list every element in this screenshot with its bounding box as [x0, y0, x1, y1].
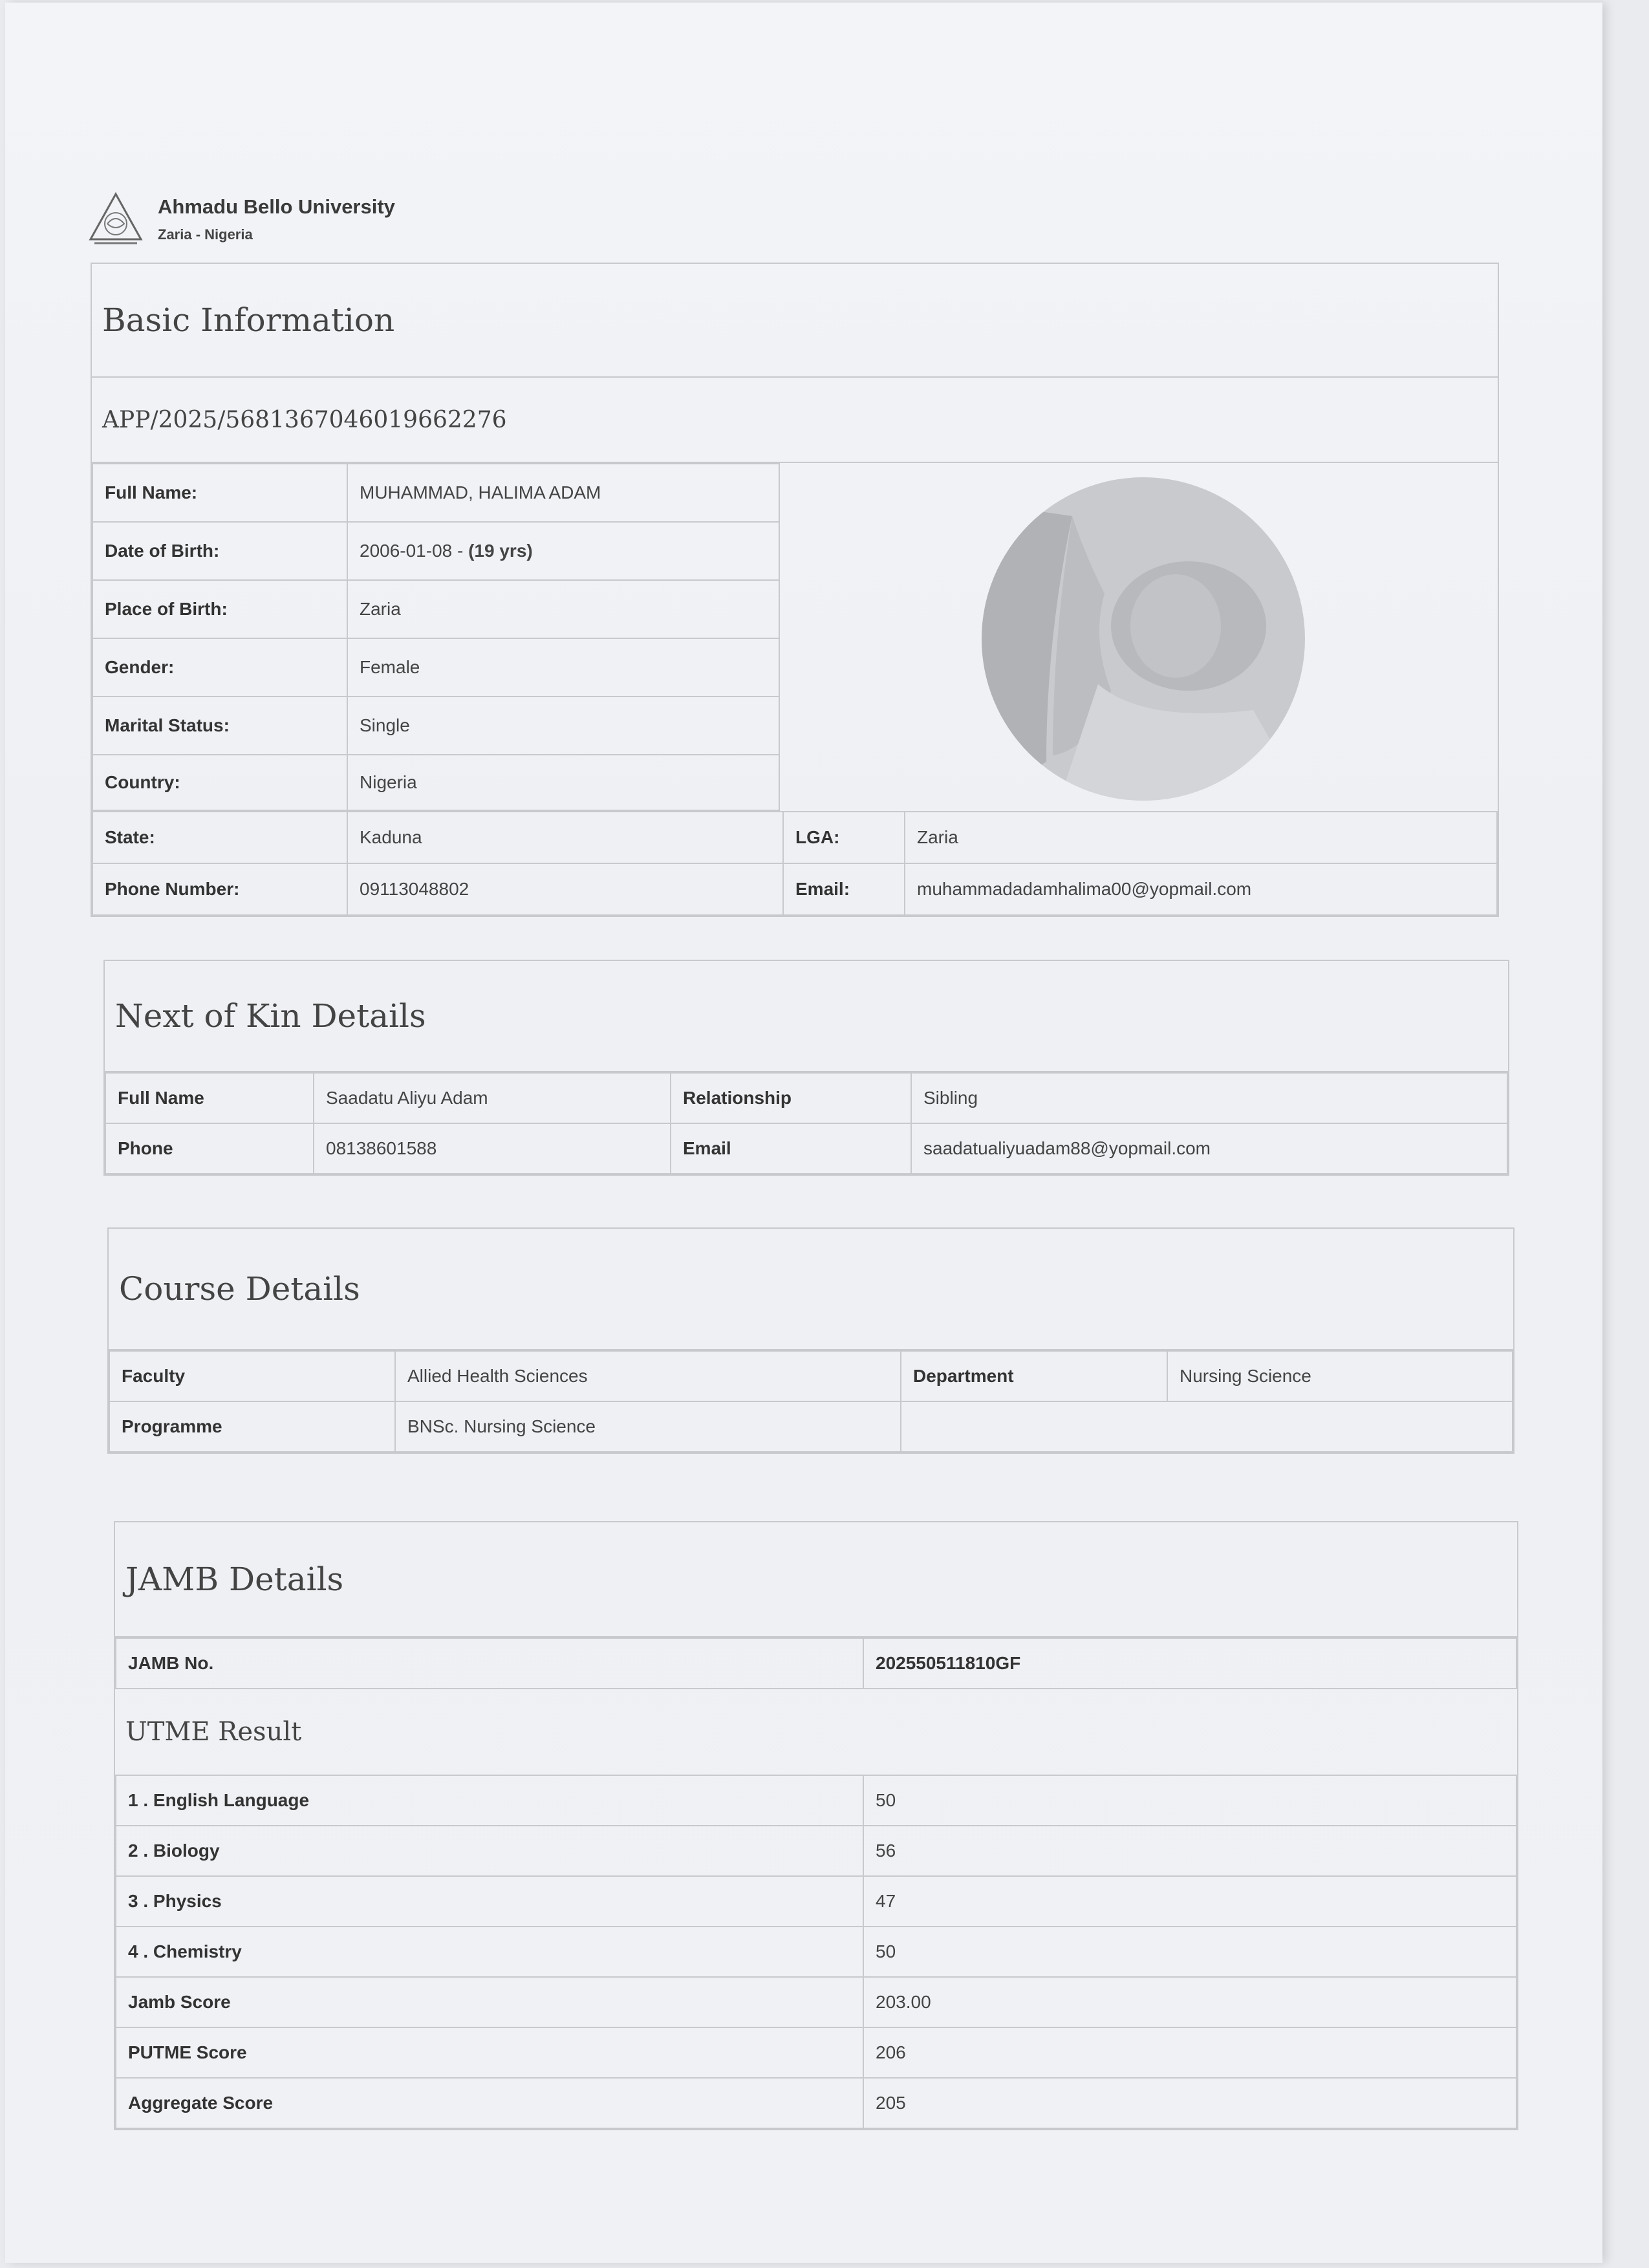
university-crest-logo — [88, 191, 144, 247]
utme-result-title: UTME Result — [125, 1717, 302, 1747]
table-row — [105, 1123, 1507, 1174]
result-label-biology: 2 . Biology — [116, 1826, 863, 1876]
table-row — [105, 1073, 1507, 1123]
passport-photo-cell — [779, 463, 1498, 810]
lga-label: LGA: — [783, 812, 905, 863]
application-number: APP/2025/5681367046019662276 — [92, 378, 1498, 463]
programme-value: BNSc. Nursing Science — [395, 1401, 901, 1452]
lga-value: Zaria — [905, 812, 1497, 863]
phone-number-label: Phone Number: — [92, 863, 347, 915]
table-row — [92, 464, 779, 522]
result-value-physics: 47 — [863, 1876, 1516, 1927]
table-row — [92, 638, 779, 697]
result-value-english: 50 — [863, 1775, 1516, 1826]
gender-value: Female — [347, 638, 779, 697]
course-details-table — [109, 1350, 1513, 1453]
country-value: Nigeria — [347, 755, 779, 810]
date-of-birth-label: Date of Birth: — [92, 522, 347, 580]
result-value-chemistry: 50 — [863, 1927, 1516, 1977]
table-row — [116, 1638, 1516, 1689]
result-value-biology: 56 — [863, 1826, 1516, 1876]
basic-information-section — [91, 263, 1499, 917]
next-of-kin-table — [105, 1072, 1508, 1174]
marital-status-value: Single — [347, 697, 779, 755]
kin-email-label: Email — [671, 1123, 911, 1174]
place-of-birth-value: Zaria — [347, 580, 779, 638]
gender-label: Gender: — [92, 638, 347, 697]
table-row — [92, 755, 779, 810]
table-row — [92, 812, 1497, 863]
table-row — [116, 1927, 1516, 1977]
next-of-kin-title: Next of Kin Details — [105, 961, 1508, 1072]
phone-number-value: 09113048802 — [347, 863, 783, 915]
location-contact-table — [92, 811, 1498, 916]
university-location: Zaria - Nigeria — [158, 226, 253, 243]
jamb-details-title: JAMB Details — [115, 1522, 1517, 1637]
state-value: Kaduna — [347, 812, 783, 863]
state-label: State: — [92, 812, 347, 863]
table-row — [92, 863, 1497, 915]
table-row — [109, 1351, 1513, 1401]
kin-full-name-value: Saadatu Aliyu Adam — [314, 1073, 671, 1123]
jamb-number-table — [115, 1637, 1517, 1689]
department-value: Nursing Science — [1167, 1351, 1513, 1401]
putme-score-value: 206 — [863, 2027, 1516, 2078]
empty-cell — [901, 1401, 1513, 1452]
course-details-title: Course Details — [109, 1229, 1513, 1350]
full-name-label: Full Name: — [92, 464, 347, 522]
table-row — [116, 2078, 1516, 2128]
result-label-english: 1 . English Language — [116, 1775, 863, 1826]
kin-phone-value: 08138601588 — [314, 1123, 671, 1174]
result-label-physics: 3 . Physics — [116, 1876, 863, 1927]
programme-label: Programme — [109, 1401, 395, 1452]
marital-status-label: Marital Status: — [92, 697, 347, 755]
putme-score-label: PUTME Score — [116, 2027, 863, 2078]
email-label: Email: — [783, 863, 905, 915]
table-row — [92, 697, 779, 755]
kin-relationship-value: Sibling — [911, 1073, 1507, 1123]
aggregate-score-label: Aggregate Score — [116, 2078, 863, 2128]
jamb-details-section — [114, 1521, 1518, 2130]
jamb-score-label: Jamb Score — [116, 1977, 863, 2027]
course-details-section — [107, 1227, 1514, 1454]
kin-full-name-label: Full Name — [105, 1073, 314, 1123]
date-of-birth-cell — [347, 522, 779, 580]
email-value: muhammadadamhalima00@yopmail.com — [905, 863, 1497, 915]
kin-phone-label: Phone — [105, 1123, 314, 1174]
kin-email-value: saadatualiyuadam88@yopmail.com — [911, 1123, 1507, 1174]
place-of-birth-label: Place of Birth: — [92, 580, 347, 638]
full-name-value: MUHAMMAD, HALIMA ADAM — [347, 464, 779, 522]
university-header — [88, 191, 395, 247]
result-label-chemistry: 4 . Chemistry — [116, 1927, 863, 1977]
faculty-value: Allied Health Sciences — [395, 1351, 901, 1401]
jamb-number-label: JAMB No. — [116, 1638, 863, 1689]
jamb-number-value: 202550511810GF — [863, 1638, 1516, 1689]
faculty-label: Faculty — [109, 1351, 395, 1401]
university-name: Ahmadu Bello University — [158, 195, 395, 218]
date-of-birth-value: 2006-01-08 - — [360, 541, 469, 561]
aggregate-score-value: 205 — [863, 2078, 1516, 2128]
table-row — [116, 2027, 1516, 2078]
table-row — [109, 1401, 1513, 1452]
jamb-score-value: 203.00 — [863, 1977, 1516, 2027]
basic-information-title: Basic Information — [92, 264, 1498, 378]
country-label: Country: — [92, 755, 347, 810]
passport-photo — [982, 477, 1305, 801]
table-row — [92, 522, 779, 580]
next-of-kin-section — [103, 960, 1509, 1176]
basic-info-grid — [92, 463, 1498, 916]
basic-info-table — [92, 463, 780, 811]
age-value: (19 yrs) — [468, 541, 533, 561]
table-row — [116, 1775, 1516, 1826]
kin-relationship-label: Relationship — [671, 1073, 911, 1123]
department-label: Department — [901, 1351, 1167, 1401]
table-row — [116, 1826, 1516, 1876]
utme-result-table — [115, 1775, 1517, 2129]
table-row — [92, 580, 779, 638]
table-row — [116, 1977, 1516, 2027]
table-row — [116, 1876, 1516, 1927]
